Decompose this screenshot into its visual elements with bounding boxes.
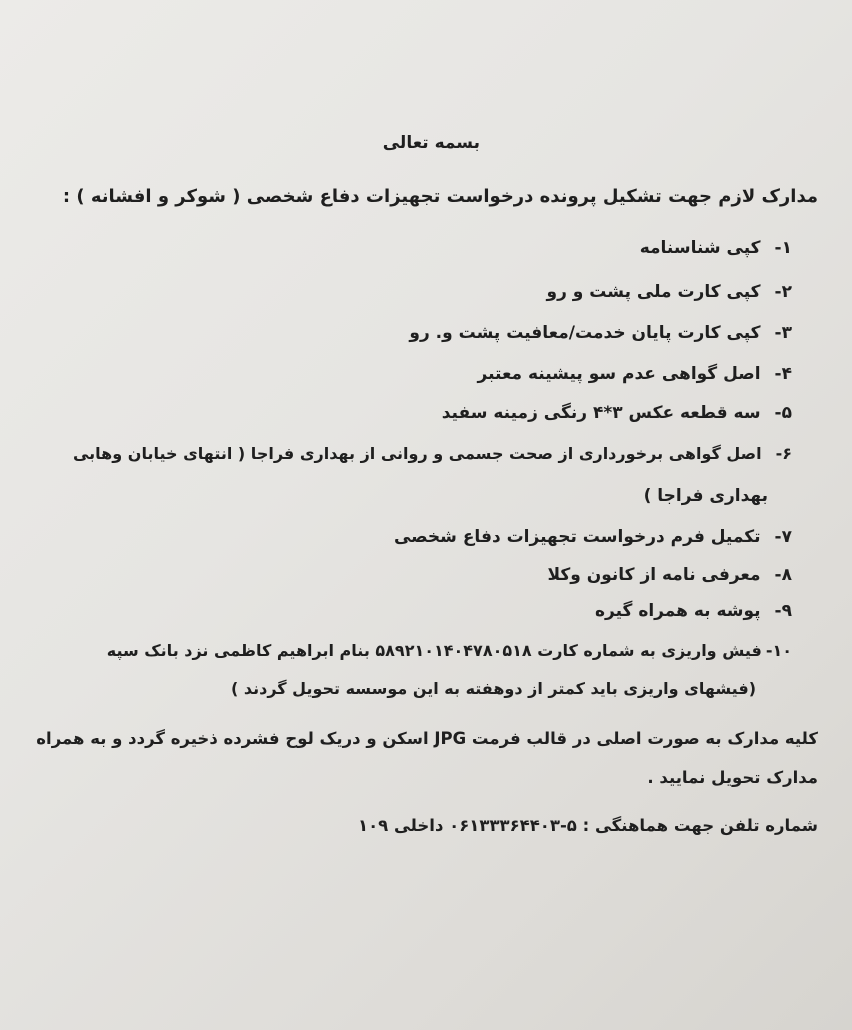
list-item	[547, 565, 792, 585]
item-text: کپی کارت پایان خدمت/معافیت پشت و. رو	[409, 323, 761, 343]
note-line: کلیه مدارک به صورت اصلی در قالب فرمت JPG اسکن و دریک لوح فشرده ذخیره گردد و به همراه	[36, 729, 818, 748]
list-item	[478, 364, 793, 384]
item-number: ۱-	[774, 238, 792, 258]
item-number: ۲-	[774, 282, 792, 302]
item-text: اصل گواهی عدم سو پیشینه معتبر	[477, 364, 761, 384]
item-number: ۴-	[774, 364, 792, 384]
item-text: فیش واریزی به شماره کارت ۵۸۹۲۱۰۱۴۰۴۷۸۰۵۱۸ بنام ابراهیم کاظمی نزد بانک سپه	[106, 641, 762, 660]
list-item	[73, 444, 792, 463]
item-number: ۹-	[774, 601, 792, 621]
list-item	[394, 527, 792, 547]
list-item	[409, 323, 792, 343]
list-item	[595, 601, 792, 621]
item-text: کپی کارت ملی پشت و رو	[546, 282, 761, 302]
list-item	[442, 403, 792, 423]
item-number: ۷-	[774, 527, 792, 547]
intro-text: مدارک لازم جهت تشکیل پرونده درخواست تجهیزات دفاع شخصی ( شوکر و افشانه ) :	[62, 186, 818, 207]
item-number: ۱۰-	[765, 641, 792, 660]
item-text: سه قطعه عکس ۳*۴ رنگی زمینه سفید	[441, 403, 761, 423]
list-item	[107, 641, 792, 660]
item-text: اصل گواهی برخورداری از صحت جسمی و روانی از بهداری فراجا ( انتهای خیابان وهابی	[72, 444, 762, 463]
item-text: کپی شناسنامه	[639, 238, 761, 258]
item-text: پوشه به همراه گیره	[594, 601, 761, 621]
list-item-continuation: بهداری فراجا )	[643, 486, 768, 506]
item-number: ۸-	[774, 565, 792, 585]
list-item-continuation: (فیشهای واریزی باید کمتر از دوهفته به این موسسه تحویل گردند )	[231, 679, 756, 698]
list-item	[547, 282, 792, 302]
document-title: بسمه تعالی	[382, 133, 480, 153]
item-text: معرفی نامه از کانون وکلا	[547, 565, 761, 585]
item-number: ۵-	[774, 403, 792, 423]
list-item	[640, 238, 792, 258]
item-text: تکمیل فرم درخواست تجهیزات دفاع شخصی	[393, 527, 761, 547]
phone-line: شماره تلفن جهت هماهنگی : ۵-۰۶۱۳۳۳۶۴۴۰۳ داخلی ۱۰۹	[358, 816, 818, 835]
item-number: ۳-	[774, 323, 792, 343]
item-number: ۶-	[775, 444, 792, 463]
note-line: مدارک تحویل نمایید .	[647, 768, 818, 787]
